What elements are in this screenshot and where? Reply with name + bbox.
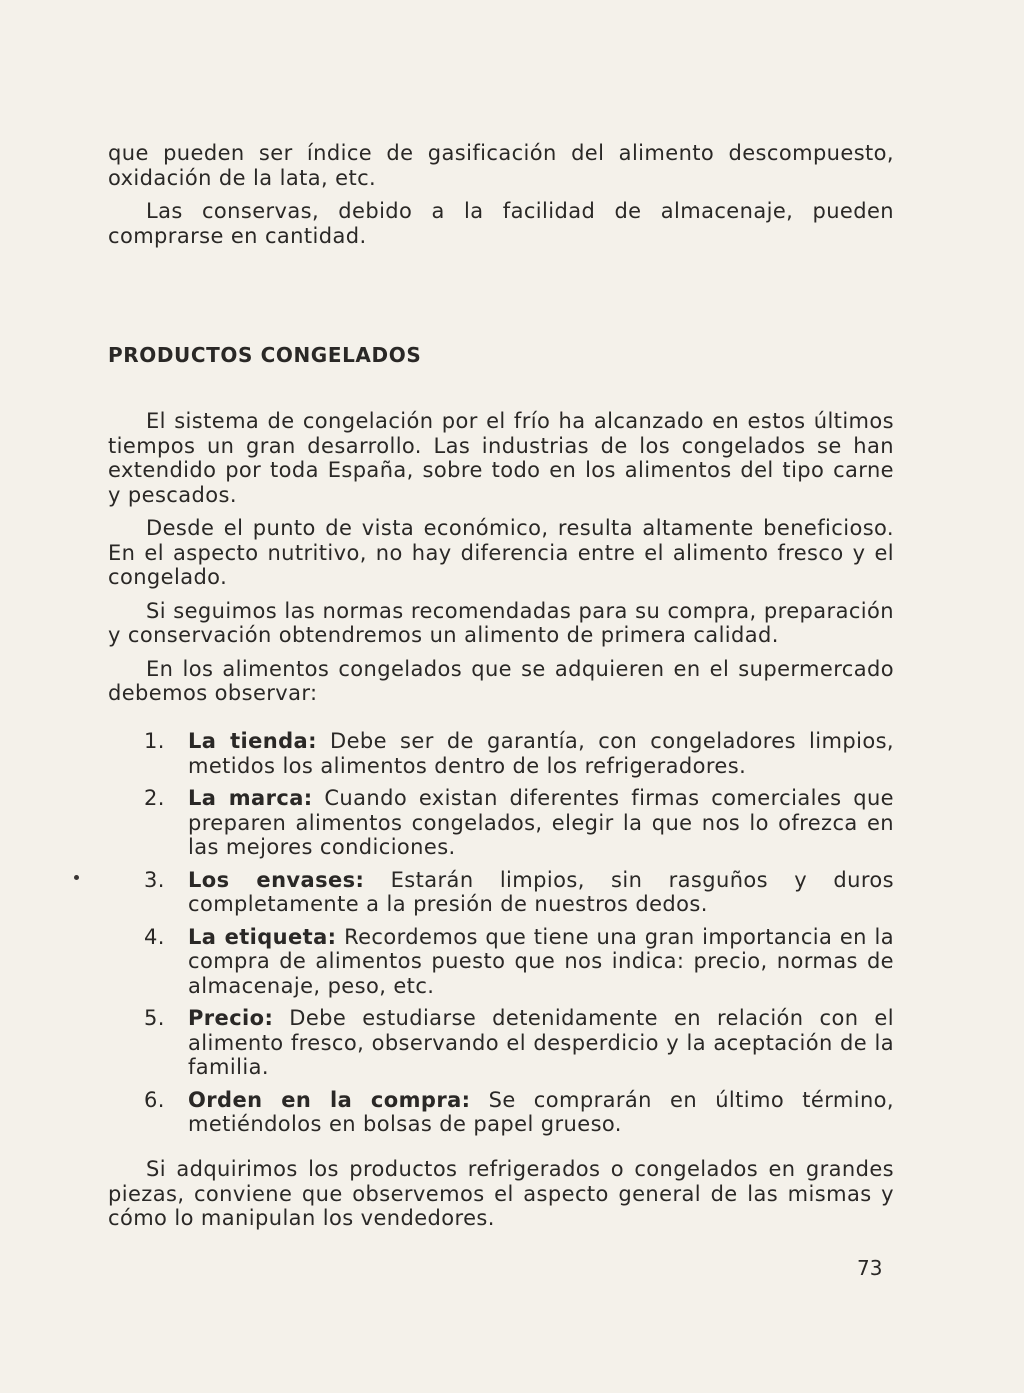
list-item-number: 1. [144,729,165,753]
section-heading: PRODUCTOS CONGELADOS [108,343,422,367]
body-paragraph: En los alimentos congelados que se adquieren en el supermercado debemos observar: [108,656,894,705]
body-paragraph: Desde el punto de vista económico, resulta altamente beneficioso. En el aspecto nutritivo, no hay diferencia entre el alimento fresco y el congelado. [108,516,894,589]
intro-paragraph: que pueden ser índice de gasificación del alimento descompuesto, oxidación de la lata, etc. [108,141,894,190]
list-item-number: 3. [144,867,165,892]
list-item-number: 2. [144,786,165,810]
list-item [108,729,894,778]
section-body [108,409,894,715]
list-item-text: Cuando existan diferentes firmas comerciales que preparen alimentos congelados, elegir la que nos lo ofrezca en las mejores condiciones. [188,786,895,859]
list-item [108,1088,894,1137]
intro-block [108,141,894,257]
list-item-term: La tienda: [188,729,317,753]
page-number: 73 [857,1256,883,1280]
list-item-term: La etiqueta: [188,924,337,949]
list-item-text: Debe estudiarse detenidamente en relación con el alimento fresco, observando el desperdicio y la aceptación de la familia. [188,1006,894,1079]
list-item-number: 5. [144,1006,165,1030]
body-paragraph: Si seguimos las normas recomendadas para su compra, preparación y conservación obtendremos un alimento de primera calidad. [108,598,894,647]
list-item-term: La marca: [188,786,313,810]
margin-dot [74,875,79,880]
list-item-text: Estarán limpios, sin rasguños y duros completamente a la presión de nuestros dedos. [188,867,894,916]
list-item [108,925,894,999]
list-item-number: 4. [144,924,165,949]
closing-paragraph: Si adquirimos los productos refrigerados o congelados en grandes piezas, conviene que observemos el aspecto general de las mismas y cómo lo manipulan los vendedores. [108,1157,894,1230]
body-paragraph: El sistema de congelación por el frío ha alcanzado en estos últimos tiempos un gran desarrollo. Las industrias de los congelados se han extendido por toda España, sobre todo en los alimentos del tipo carne y pescados. [108,409,894,507]
list-item-term: Orden en la compra: [188,1087,471,1112]
list-item-term: Los envases: [188,867,365,892]
numbered-list [108,729,894,1145]
list-item-number: 6. [144,1087,165,1112]
list-item-term: Precio: [188,1006,274,1030]
intro-paragraph: Las conservas, debido a la facilidad de almacenaje, pueden comprarse en cantidad. [108,199,894,248]
list-item [108,786,894,860]
list-item-text: Recordemos que tiene una gran importancia en la compra de alimentos puesto que nos indica: precio, normas de almacenaje, peso, etc. [188,924,894,998]
list-item-text: Debe ser de garantía, con congeladores limpios, metidos los alimentos dentro de los refrigeradores. [188,729,894,778]
list-item [108,868,894,917]
list-item-text: Se comprarán en último término, metiéndolos en bolsas de papel grueso. [188,1087,894,1136]
list-item [108,1006,894,1080]
